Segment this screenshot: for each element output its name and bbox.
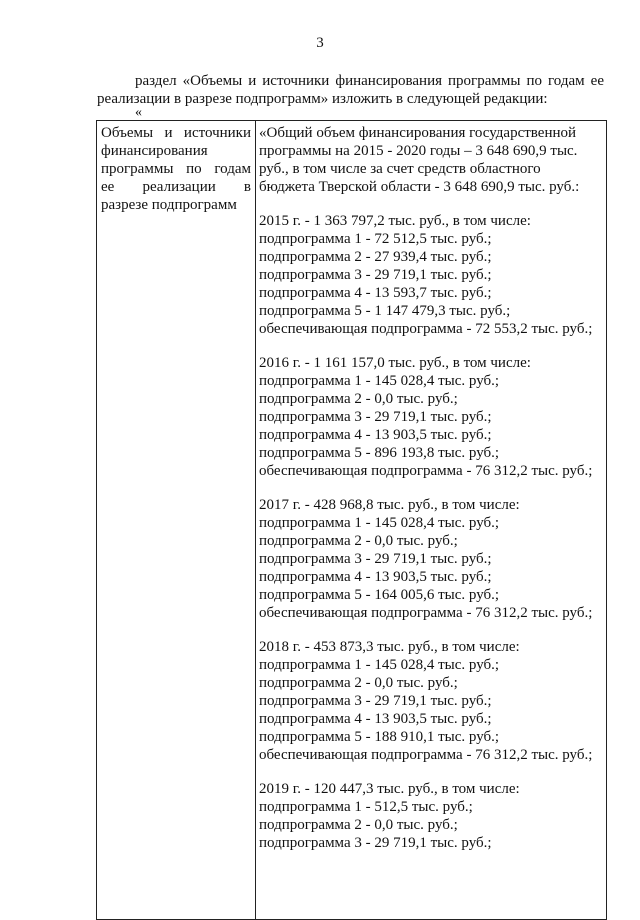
left-cell-line: ее реализации в: [101, 179, 251, 195]
subprogram-line: подпрограмма 3 - 29 719,1 тыс. руб.;: [259, 835, 492, 851]
summary-line: бюджета Тверской области - 3 648 690,9 тыс. руб.:: [259, 179, 580, 195]
subprogram-line: подпрограмма 4 - 13 903,5 тыс. руб.;: [259, 711, 492, 727]
year-heading: 2017 г. - 428 968,8 тыс. руб., в том числе:: [259, 497, 520, 513]
right-cell: [259, 124, 601, 852]
subprogram-line: подпрограмма 5 - 896 193,8 тыс. руб.;: [259, 445, 500, 461]
subprogram-line: обеспечивающая подпрограмма - 76 312,2 тыс. руб.;: [259, 605, 593, 621]
subprogram-line: обеспечивающая подпрограмма - 76 312,2 тыс. руб.;: [259, 463, 593, 479]
subprogram-line: подпрограмма 2 - 0,0 тыс. руб.;: [259, 533, 458, 549]
left-cell-line: Объемы и источники: [101, 125, 251, 141]
column-divider: [255, 121, 256, 919]
subprogram-line: подпрограмма 1 - 512,5 тыс. руб.;: [259, 799, 473, 815]
subprogram-line: подпрограмма 3 - 29 719,1 тыс. руб.;: [259, 409, 492, 425]
subprogram-line: обеспечивающая подпрограмма - 72 553,2 тыс. руб.;: [259, 321, 593, 337]
summary-line: «Общий объем финансирования государственной: [259, 125, 577, 141]
spacer: [259, 480, 601, 496]
intro-paragraph: [97, 72, 604, 108]
intro-line-1: раздел «Объемы и источники финансирования программы по годам ее: [135, 73, 604, 89]
subprogram-line: подпрограмма 4 - 13 593,7 тыс. руб.;: [259, 285, 492, 301]
subprogram-line: подпрограмма 3 - 29 719,1 тыс. руб.;: [259, 267, 492, 283]
year-block-2019: [259, 780, 601, 852]
year-block-2017: [259, 496, 601, 622]
subprogram-line: обеспечивающая подпрограмма - 76 312,2 тыс. руб.;: [259, 747, 593, 763]
page-number: 3: [316, 35, 324, 51]
spacer: [259, 196, 601, 212]
subprogram-line: подпрограмма 1 - 145 028,4 тыс. руб.;: [259, 657, 500, 673]
subprogram-line: подпрограмма 3 - 29 719,1 тыс. руб.;: [259, 551, 492, 567]
intro-line-2: реализации в разрезе подпрограмм» изложить в следующей редакции:: [97, 91, 548, 107]
year-heading: 2019 г. - 120 447,3 тыс. руб., в том числе:: [259, 781, 520, 797]
spacer: [259, 338, 601, 354]
subprogram-line: подпрограмма 1 - 145 028,4 тыс. руб.;: [259, 373, 500, 389]
subprogram-line: подпрограмма 2 - 0,0 тыс. руб.;: [259, 391, 458, 407]
year-heading: 2018 г. - 453 873,3 тыс. руб., в том числе:: [259, 639, 520, 655]
funding-table: [96, 120, 607, 920]
subprogram-line: подпрограмма 2 - 0,0 тыс. руб.;: [259, 675, 458, 691]
subprogram-line: подпрограмма 5 - 1 147 479,3 тыс. руб.;: [259, 303, 511, 319]
subprogram-line: подпрограмма 2 - 27 939,4 тыс. руб.;: [259, 249, 492, 265]
left-cell-line: разрезе подпрограмм: [101, 197, 237, 213]
subprogram-line: подпрограмма 5 - 188 910,1 тыс. руб.;: [259, 729, 500, 745]
year-heading: 2015 г. - 1 363 797,2 тыс. руб., в том числе:: [259, 213, 531, 229]
subprogram-line: подпрограмма 5 - 164 005,6 тыс. руб.;: [259, 587, 500, 603]
year-block-2016: [259, 354, 601, 480]
spacer: [259, 622, 601, 638]
left-cell: [101, 124, 251, 214]
subprogram-line: подпрограмма 4 - 13 903,5 тыс. руб.;: [259, 569, 492, 585]
year-heading: 2016 г. - 1 161 157,0 тыс. руб., в том числе:: [259, 355, 531, 371]
summary-line: программы на 2015 - 2020 годы – 3 648 690,9 тыс.: [259, 143, 578, 159]
subprogram-line: подпрограмма 3 - 29 719,1 тыс. руб.;: [259, 693, 492, 709]
subprogram-line: подпрограмма 4 - 13 903,5 тыс. руб.;: [259, 427, 492, 443]
opening-quote: «: [135, 105, 142, 120]
left-cell-line: финансирования: [101, 143, 208, 159]
subprogram-line: подпрограмма 1 - 72 512,5 тыс. руб.;: [259, 231, 492, 247]
year-block-2018: [259, 638, 601, 764]
left-cell-line: программы по годам: [101, 161, 251, 177]
spacer: [259, 764, 601, 780]
subprogram-line: подпрограмма 2 - 0,0 тыс. руб.;: [259, 817, 458, 833]
summary-line: руб., в том числе за счет средств областного: [259, 161, 541, 177]
year-block-2015: [259, 212, 601, 338]
subprogram-line: подпрограмма 1 - 145 028,4 тыс. руб.;: [259, 515, 500, 531]
